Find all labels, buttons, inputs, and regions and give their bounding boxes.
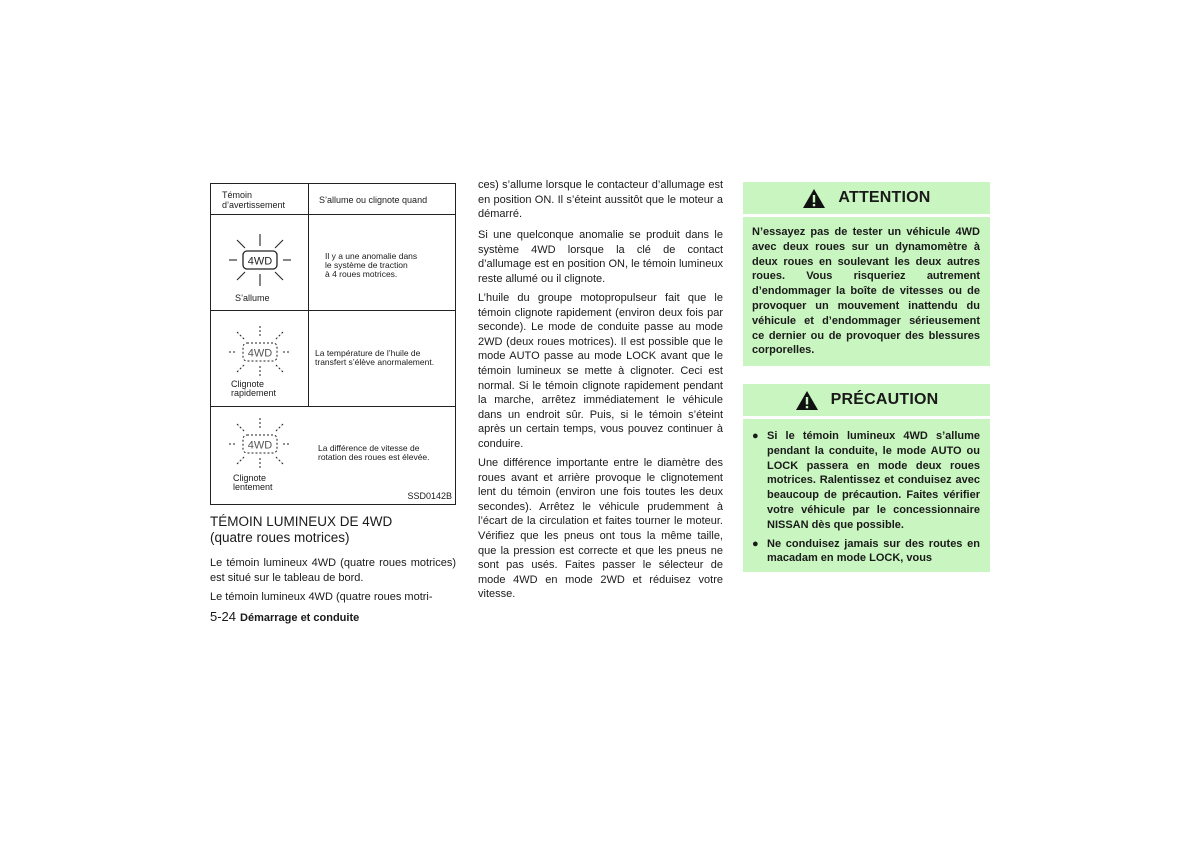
paragraph: L’huile du groupe motopropulseur fait que le témoin clignote rapidement (environ deux fois par seconde). Le mode de conduite passe au mode 2WD (deux roues motrices). Il est possible que le mode AUTO passe au mode LOCK avant que le témoin lumineux se mette à clignoter. Ceci est normal. Si le témoin clignote rapidement pendant la marche, arrêtez immédiatement le véhicule dans un endroit sûr. Puis, si le témoin s’éteint après un certain temps, vous pouvez continuer à conduire.: [478, 292, 723, 450]
list-item: ● Ne conduisez jamais sur des routes en macadam en mode LOCK, vous: [752, 537, 980, 565]
precaution-banner: [743, 384, 990, 419]
condition-description: Il y a une anomalie dans le système de traction à 4 roues motrices.: [325, 251, 418, 279]
warning-triangle-icon: [802, 188, 826, 209]
lamp-caption: S’allume: [235, 293, 270, 303]
indicator-figure: [210, 183, 456, 505]
paragraph: Si une quelconque anomalie se produit dans le système 4WD lorsque la clé de contact d’allumage est en position ON, le témoin lumineux reste allumé ou il clignote.: [478, 229, 723, 285]
page-footer: [210, 609, 359, 624]
svg-text:4WD: 4WD: [247, 347, 273, 360]
table-row-divider: [211, 310, 455, 311]
4wd-lamp-icon: [227, 232, 293, 288]
bullet-icon: ●: [752, 537, 759, 550]
attention-box: [743, 182, 990, 366]
paragraph: Le témoin lumineux 4WD (quatre roues motrices) est situé sur le tableau de bord.: [210, 557, 456, 584]
lamp-caption: Clignote rapidement: [231, 379, 277, 398]
header-warning-lamp: Témoin d’avertissement: [222, 190, 286, 210]
condition-description: La température de l’huile de transfert s’élève anormalement.: [315, 348, 435, 367]
paragraph: Une différence importante entre le diamètre des roues avant et arrière provoque le clignotement lent du témoin (environ une fois toutes les deux secondes). Arrêtez le véhicule prudemment à l’écart de la circulation et faites tourner le moteur. Vérifiez que les pneus ont tous la même taille, que la pression est correcte et que les pneus ne sont pas usés. Faites passer le sélecteur de mode 4WD en mode 2WD et réduisez votre vitesse.: [478, 457, 723, 601]
table-divider: [308, 184, 309, 406]
precaution-list: [752, 429, 980, 566]
svg-text:4WD: 4WD: [247, 255, 273, 268]
warning-triangle-icon: [795, 390, 819, 411]
paragraph: ces) s’allume lorsque le contacteur d’allumage est en position ON. Il s’éteint aussitôt que le moteur a démarré.: [478, 179, 723, 221]
table-row-divider: [211, 406, 455, 407]
lamp-caption: Clignote lentement: [233, 473, 273, 492]
section-heading: TÉMOIN LUMINEUX DE 4WD (quatre roues motrices): [210, 514, 393, 545]
header-condition: S’allume ou clignote quand: [319, 195, 428, 205]
list-item: ● Si le témoin lumineux 4WD s’allume pendant la conduite, le mode AUTO ou LOCK passera en mode deux roues motrices. Ralentissez et conduisez avec beaucoup de précaution. Faites vérifier votre véhicule par le concessionnaire NISSAN dès que possible.: [752, 430, 980, 531]
attention-title: ATTENTION: [838, 189, 931, 206]
section-name: Démarrage et conduite: [240, 612, 360, 624]
table-row-divider: [211, 214, 455, 215]
condition-description: La différence de vitesse de rotation des roues est élevée.: [318, 443, 430, 462]
precaution-box: [743, 384, 990, 572]
svg-text:4WD: 4WD: [247, 439, 273, 452]
paragraph: Le témoin lumineux 4WD (quatre roues motri-: [210, 591, 433, 603]
page-number: 5-24: [210, 609, 237, 624]
precaution-title: PRÉCAUTION: [830, 391, 939, 408]
bullet-icon: ●: [752, 430, 759, 442]
attention-text: N’essayez pas de tester un véhicule 4WD avec deux roues sur un dynamomètre à deux roues en soulevant les deux autres roues. Vous risqueriez autrement d’endommager la boîte de vitesses ou de provoquer un mouvement inattendu du véhicule et d’endommager sérieusement ce dernier ou de provoquer des blessures corporelles.: [752, 226, 980, 357]
4wd-lamp-icon: [227, 324, 293, 380]
4wd-lamp-icon: [227, 416, 293, 472]
attention-banner: [743, 182, 990, 217]
figure-code: SSD0142B: [407, 491, 452, 501]
